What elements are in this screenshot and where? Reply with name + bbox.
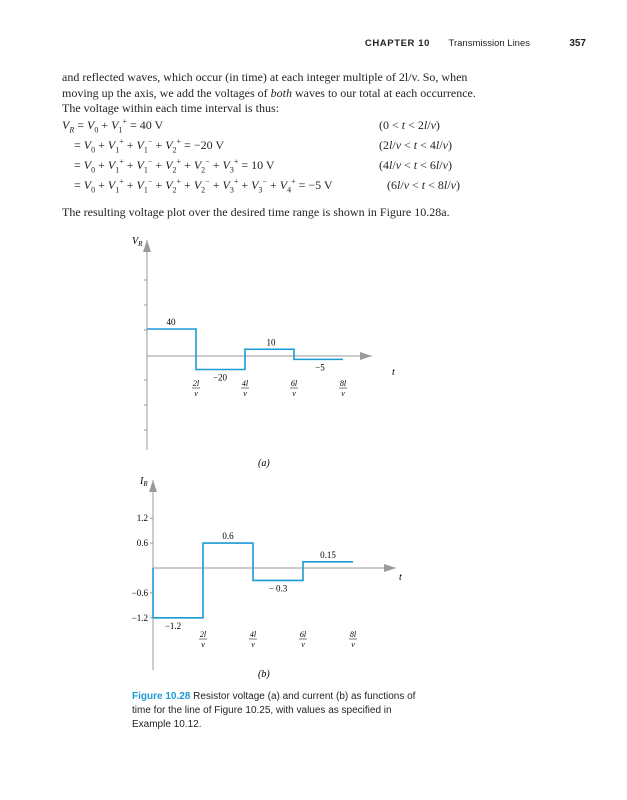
data-label: 0.15 (320, 549, 336, 560)
equation-1 (62, 118, 592, 136)
x-tick-label: 4l (241, 379, 249, 388)
step-series-line (147, 329, 343, 373)
equation-3 (62, 158, 592, 176)
page-number: 357 (569, 38, 586, 49)
figure-caption (132, 690, 422, 732)
y-axis-label: $V_R$ (132, 236, 143, 248)
equation-1-lhs: $V_R = V_0 + V_1^+ = 40$ V (62, 117, 164, 135)
equation-4-lhs: = $V_0 + V_1^+ + V_1^- + V_2^+ + V_2^- + V_3^+ + V_3^- + V_4^+ = -5$ V (62, 177, 333, 195)
x-tick-label: 8l (339, 379, 347, 388)
data-label: 0.6 (222, 531, 234, 542)
equation-4 (62, 178, 592, 196)
equation-3-range: (4l/v < t < 6l/v) (379, 158, 452, 172)
y-tick-label: 1.2 (136, 513, 148, 524)
equation-3-lhs: = $V_0 + V_1^+ + V_1^- + V_2^+ + V_2^- + V_3^+ = 10$ V (62, 157, 275, 175)
y-tick-label: −0.6 (131, 587, 148, 598)
x-tick-label: v (341, 389, 345, 398)
voltage-step-chart (0, 230, 627, 480)
x-tick-label: v (292, 389, 296, 398)
panel-label-a: (a) (258, 458, 270, 469)
figure-reference-paragraph: The resulting voltage plot over the desired time range is shown in Figure 10.28a. (62, 205, 450, 219)
x-axis-label: t (399, 572, 402, 583)
x-tick-label: 8l (349, 630, 357, 639)
data-label: −20 (212, 372, 228, 383)
data-label: −1.2 (164, 620, 182, 631)
intro-line-1: and reflected waves, which occur (in time) at each integer multiple of 2l/v. So, when (62, 70, 468, 84)
intro-line-2: moving up the axis, we add the voltages of both waves to our total at each occurrence. (62, 85, 476, 100)
x-tick-label: v (301, 640, 305, 649)
x-tick-label: 2l (192, 379, 200, 388)
x-tick-label: 4l (249, 630, 257, 639)
chapter-label: CHAPTER 10 (364, 38, 430, 49)
x-axis-arrow (360, 352, 372, 360)
equation-2-lhs: = $V_0 + V_1^+ + V_1^- + V_2^+ = -20$ V (62, 137, 225, 155)
panel-label-b: (b) (258, 669, 270, 680)
equation-2 (62, 138, 592, 156)
x-tick-label: v (194, 389, 198, 398)
figure-caption-label: Figure 10.28 (132, 691, 191, 702)
page-header (60, 38, 590, 52)
x-tick-label: v (251, 640, 255, 649)
y-tick-label: 0.6 (136, 538, 148, 549)
y-axis-label: $I_R$ (140, 476, 148, 488)
intro-line-3: The voltage within each time interval is thus: (62, 101, 279, 115)
data-label: −5 (315, 362, 325, 373)
current-step-chart (0, 470, 627, 685)
equation-2-range: (2l/v < t < 4l/v) (379, 138, 452, 152)
x-axis-arrow (384, 564, 396, 572)
equation-4-range: (6l/v < t < 8l/v) (387, 178, 460, 192)
y-axis-arrow (143, 240, 151, 252)
x-tick-label: 6l (290, 379, 298, 388)
equation-1-range: (0 < t < 2l/v) (379, 118, 440, 132)
x-axis-label: t (392, 367, 395, 378)
x-tick-label: v (243, 389, 247, 398)
data-label: 40 (166, 317, 176, 327)
data-label: − 0.3 (268, 583, 288, 594)
x-tick-label: 6l (299, 630, 307, 639)
figure-caption-text: Resistor voltage (a) and current (b) as functions of time for the line of Figure 10.25, with values as specified in Example 10.12. (132, 691, 416, 730)
data-label: 10 (266, 337, 276, 348)
x-tick-label: v (351, 640, 355, 649)
y-axis-arrow (149, 480, 157, 492)
chapter-title: Transmission Lines (448, 38, 530, 49)
x-tick-label: 2l (199, 630, 207, 639)
intro-paragraph (62, 70, 592, 117)
y-tick-label: −1.2 (131, 612, 148, 623)
x-tick-label: v (201, 640, 205, 649)
